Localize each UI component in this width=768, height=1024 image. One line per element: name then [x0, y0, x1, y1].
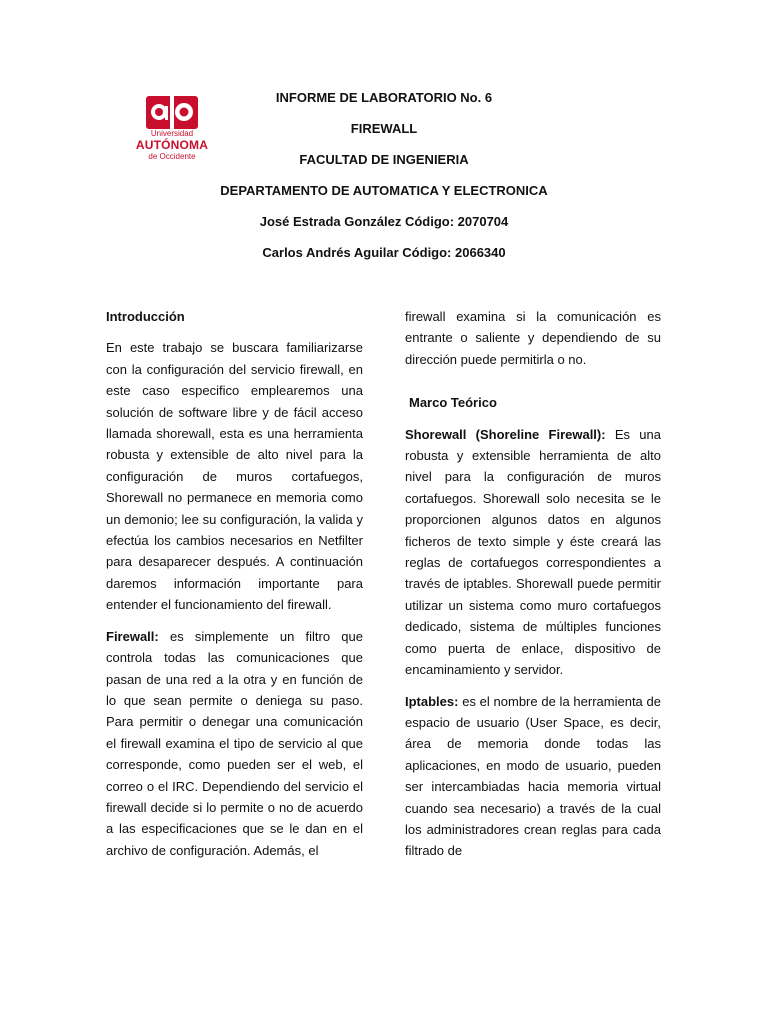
shorewall-definition: Es una robusta y extensible herramienta de alto nivel para la configuración de muros cortafuegos. Shorewall solo necesita se le proporcionen algunos datos en algunos ficheros de texto simple y éste creará las reglas de cortafuegos correspondientes a través de iptables. Shorewall puede permitir utilizar un sistema como muro cortafuegos dedicado, sistema de múltiples funciones como puerta de enlace, dispositivo de encaminamiento y servidor.: [405, 426, 661, 678]
logo-occidente-text: de Occidente: [148, 152, 196, 161]
introduction-paragraph: En este trabajo se buscara familiarizarse con la configuración del servicio firewall, en este caso especifico emplearemos una solución de software libre y de fácil acceso llamada shorewall, esta es una herramienta robusta y extensible de alto nivel para la configuración de muros cortafuegos, Shorewall no permanece en memoria como un demonio; lee su configuración, la valida y efectúa los cambios necesarios en Netfilter para desaparecer después. A continuación daremos información importante para entender el funcionamiento del firewall.: [106, 340, 363, 613]
author-1: José Estrada González Código: 2070704: [259, 214, 509, 229]
logo-universidad-text: Universidad: [150, 129, 194, 138]
faculty-name: FACULTAD DE INGENIERIA: [299, 152, 469, 167]
iptables-paragraph: [405, 691, 661, 862]
iptables-definition: es el nombre de la herramienta de espacio de usuario (User Space, es decir, área de memoria donde todas las aplicaciones, en modo de usuario, pueden ser intercambiadas hacia memoria virtual cuando sea necesario) a través de la cual los administradores crean reglas para cada filtrado de: [405, 693, 661, 859]
introduction-heading: Introducción: [106, 309, 185, 324]
continuation-paragraph: firewall examina si la comunicación es entrante o saliente y dependiendo de su dirección puede permitirla o no.: [405, 309, 661, 367]
logo-autonoma-text: AUTÓNOMA: [135, 138, 209, 152]
author-2: Carlos Andrés Aguilar Código: 2066340: [262, 245, 506, 260]
firewall-definition: es simplemente un filtro que controla todas las comunicaciones que pasan de una red a la otra y en función de lo que sean permite o deniega su paso. Para permitir o denegar una comunicación el firewall examina el tipo de servicio al que corresponde, como pueden ser el web, el correo o el IRC. Dependiendo del servicio el firewall decide si lo permite o no de acuerdo a las especificaciones que se le dan en el archivo de configuración. Además, el: [106, 628, 363, 858]
shorewall-paragraph: [405, 424, 661, 681]
left-column: [106, 306, 363, 871]
report-title: INFORME DE LABORATORIO No. 6: [275, 90, 493, 105]
department-name: DEPARTAMENTO DE AUTOMATICA Y ELECTRONICA: [220, 183, 548, 198]
firewall-term: Firewall:: [106, 628, 159, 644]
shorewall-term: Shorewall (Shoreline Firewall):: [405, 426, 606, 442]
report-subject: FIREWALL: [350, 121, 418, 136]
iptables-term: Iptables:: [405, 693, 459, 709]
marco-teorico-heading: Marco Teórico: [409, 395, 497, 411]
right-column: [405, 306, 661, 872]
firewall-paragraph: [106, 626, 363, 861]
